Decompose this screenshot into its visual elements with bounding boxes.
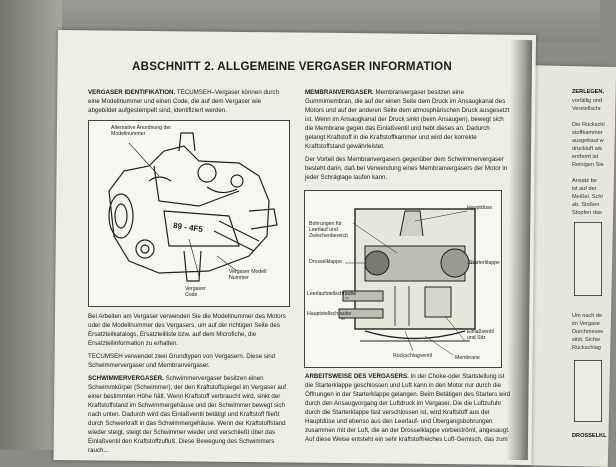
next-page-line: Rückschlag	[572, 345, 601, 351]
next-page-figure-box	[574, 222, 602, 296]
right-column-text	[305, 88, 510, 186]
types-paragraph: TECUMSEH verwendet zwei Grundtypen von Vergasern. Diese sind Schwimmervergaser und Membranvergaser.	[88, 353, 276, 369]
operation-text: In der Choke-oder Startstellung ist die Starterklappe geschlossen und Luft kann in den Motor nur durch die Öffnungen in der Starterklappe gelangen. Beim Betätigen des Starters wird durch den Ansaugvorgang der Luftdruck im Vergaser. Die die Luftzufuhr durch die Starterklappe fast verschlossen ist, wird Kraftstoff aus der Hauptdüse und ebenso aus den Leerlauf- und Übergangsbohrungen zusammen mit der Luft, die an der Drosselklappe vorbeiströmt, angesaugt. Auf diese Weise entsteht ein sehr kraftstoffreiches Luft-Gemisch, das zum	[305, 373, 511, 443]
next-page-line: Reinigen Sie	[572, 162, 604, 168]
label-membrane: Membrane	[455, 355, 480, 361]
identification-heading: VERGASER IDENTIFIKATION.	[88, 89, 176, 96]
next-page-line: Meißel. Schi	[572, 194, 603, 200]
next-page-line: ist auf der	[572, 186, 597, 192]
membrane-heading: MEMBRANVERGASER.	[305, 89, 374, 96]
left-column-text	[88, 312, 290, 459]
membrane-advantage: Der Vorteil des Membranvergasers gegenüber dem Schwimmervergaser besteht darin, daß bei Verwendung eines Membranvergasers der Motor in jeder Schräglage laufen kann.	[305, 156, 508, 181]
next-page-line: Die Rückschl	[572, 122, 605, 128]
next-page-line: Um nach de	[572, 313, 603, 319]
next-page-line: Durchmesse	[572, 329, 604, 335]
next-page-line: ausgebaut w	[572, 138, 604, 144]
label-choke: Starterklappe	[469, 260, 500, 266]
float-text: Schwimmervergaser besitzen einen Schwimmkörper (Schwimmer), der den Kraftstoffspiegel im Vergaser auf einer bestimmten Höhe hält. Wenn Kraftstoff verbraucht wird, sinkt der Kraftstoffstand im Schwimmergehäuse und der Schwimmer bewegt sich nach unten. Dadurch wird das Einlaßventil betätigt und Kraftstoff fließt durch Schwerkraft in das Schwimmergehäuse. Wenn der Kraftstoffstand wieder steigt, steigt der Schwimmer wieder und verschließt über das Einlaßventil den Kraftstoffzufluß. Diese Bewegung des Schwimmers rauch...	[88, 375, 286, 454]
next-page-line: druckluft wä	[572, 146, 602, 152]
next-page-heading-bottom: DROSSELKL	[572, 433, 607, 439]
next-page-line: Stopfen das	[572, 210, 602, 216]
section-title: ABSCHNITT 2. ALLGEMEINE VERGASER INFORMATION	[132, 60, 452, 73]
next-page-line: entfernt ist	[572, 154, 599, 160]
next-page-line: Verstellschr	[572, 106, 601, 112]
label-alternate-model-number: Alternative Anordnung der Modellnummer	[111, 125, 171, 137]
next-page-line: vorfällig und	[572, 98, 603, 104]
label-main-nozzle: Hauptdüse	[467, 205, 493, 211]
background-surface-left	[0, 0, 62, 450]
next-page-line: sitzt. Sichw	[572, 337, 600, 343]
carburetor-figure-1	[88, 120, 290, 307]
float-heading: SCHWIMMERVERGASER.	[88, 375, 164, 382]
label-carburetor-model-number: Vergaser Modell Nummer	[229, 269, 267, 281]
diaphragm-carburetor-figure	[304, 190, 502, 368]
next-page-line: stoffkammer	[572, 130, 603, 136]
label-idle-screw: Leerlaufstellschraube	[307, 291, 357, 297]
next-page-line: Ansatz be	[572, 178, 597, 184]
operation-paragraph	[305, 372, 513, 448]
label-main-screw: Hauptstellschraube	[307, 311, 352, 317]
label-inlet-valve: Einlaßventil und Sitz	[467, 329, 494, 341]
stamped-code: 89 - 4F5	[172, 220, 204, 235]
parts-paragraph: Bei Arbeiten am Vergaser verwenden Sie die Modellnummer des Motors oder die Modellnummer des Vergasers, um auf der richtigen Seite des Ersatzteilkatalogs, Ersatzteilliste bzw. auf dem Microfiche, die Ersatzteilinformation zu erhalten.	[88, 313, 286, 347]
operation-heading: ARBEITSWEISE DES VERGASERS.	[305, 373, 409, 380]
label-carburetor-code: Vergaser Code	[185, 286, 206, 298]
label-idle-bores: Bohrungen für Leerlauf und Zwischenbereich	[309, 221, 348, 239]
next-page-line: ab. Stoßen	[572, 202, 600, 208]
next-page-figure-box-2	[574, 360, 602, 422]
label-throttle: Drosselklappe	[309, 259, 342, 265]
identification-paragraph	[88, 88, 288, 119]
identification-text: TECUMSEH–Vergaser können durch eine Modellnummer und einen Code, die auf dem Vergaser wie abgebildet aufgestempelt sind, identifiziert werden.	[88, 89, 279, 114]
next-page-line: im Vergase	[572, 321, 600, 327]
next-page-heading-top: ZERLEGEN,	[572, 89, 605, 95]
label-check-valve: Rückschlagventil	[393, 353, 432, 359]
membrane-text: Membranvergaser besitzen eine Gummimembran, die auf der einen Seite dem Druck im Ansaugkanal des Motors und auf der anderen Seite dem atmosphärischen Druck ausgesetzt ist. Wenn im Ansaugkanal der Druck sinkt (beim Ansaugen), bewegt sich die Membrane gegen das Einlaßventil und hebt dieses an. Dadurch gelangt Kraftstoff in die Kraftstoffkammer und wird der korrekte Kraftstoffstand gewährleistet.	[305, 89, 510, 150]
